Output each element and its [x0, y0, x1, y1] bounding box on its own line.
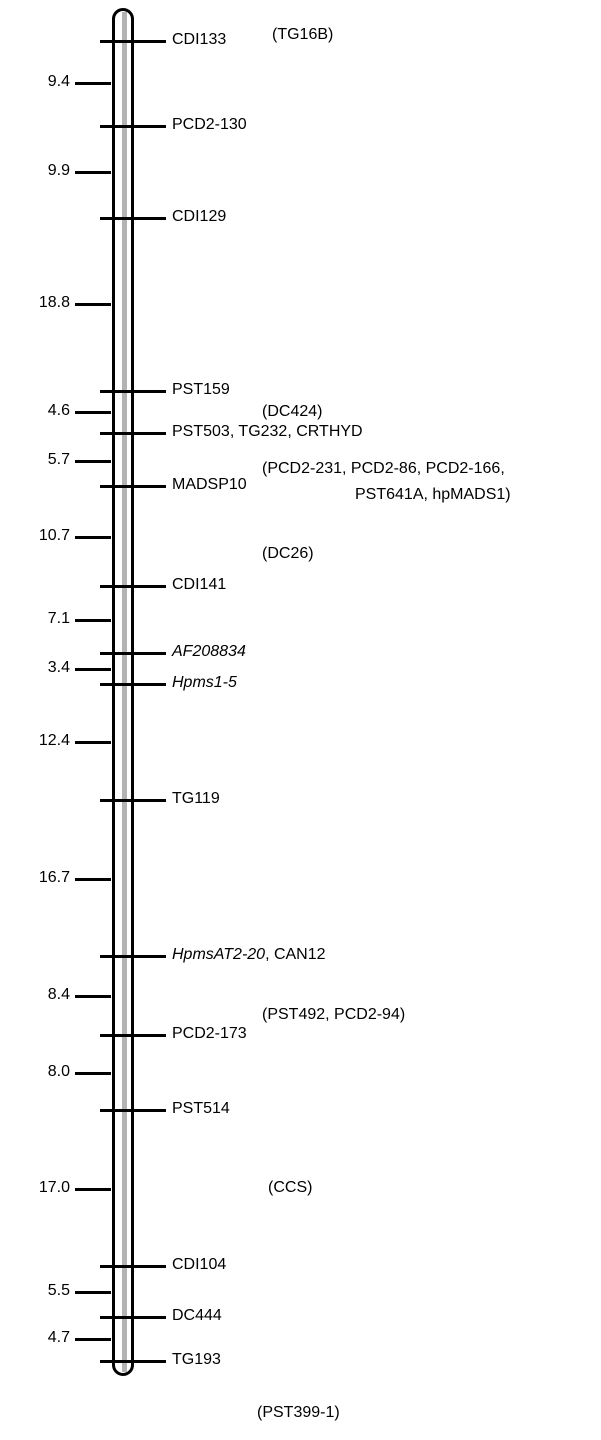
distance-tick — [75, 741, 111, 744]
unplaced-marker-label: (PCD2-231, PCD2-86, PCD2-166, — [262, 460, 505, 477]
distance-tick — [75, 171, 111, 174]
distance-tick — [75, 995, 111, 998]
locus-label: PCD2-130 — [172, 116, 247, 133]
distance-tick — [75, 1291, 111, 1294]
distance-tick — [75, 619, 111, 622]
locus-label: PCD2-173 — [172, 1025, 247, 1042]
locus-tick — [100, 217, 166, 220]
locus-tick — [100, 125, 166, 128]
distance-label: 3.4 — [47, 659, 70, 676]
distance-tick — [75, 82, 111, 85]
locus-label: TG193 — [172, 1351, 221, 1368]
locus-tick — [100, 1034, 166, 1037]
distance-label: 4.7 — [47, 1329, 70, 1346]
distance-label: 12.4 — [38, 732, 70, 749]
locus-label: CDI141 — [172, 576, 227, 593]
distance-label: 9.9 — [47, 162, 70, 179]
distance-tick — [75, 668, 111, 671]
distance-tick — [75, 303, 111, 306]
unplaced-marker-label: PST641A, hpMADS1) — [355, 486, 511, 503]
distance-label: 16.7 — [38, 869, 70, 886]
unplaced-marker-label: (DC424) — [262, 403, 323, 420]
locus-label: PST514 — [172, 1100, 230, 1117]
distance-label: 8.4 — [47, 986, 70, 1003]
locus-tick — [100, 1265, 166, 1268]
unplaced-marker-label: (PST399-1) — [257, 1404, 340, 1421]
distance-tick — [75, 1072, 111, 1075]
locus-label: AF208834 — [172, 643, 246, 660]
distance-label: 5.5 — [47, 1282, 70, 1299]
distance-label: 7.1 — [47, 610, 70, 627]
locus-tick — [100, 432, 166, 435]
distance-label: 4.6 — [47, 402, 70, 419]
locus-tick — [100, 390, 166, 393]
locus-tick — [100, 1109, 166, 1112]
locus-label: DC444 — [172, 1307, 222, 1324]
locus-label: PST159 — [172, 381, 230, 398]
locus-label: CDI104 — [172, 1256, 227, 1273]
distance-label: 10.7 — [38, 527, 70, 544]
locus-tick — [100, 1316, 166, 1319]
locus-tick — [100, 1360, 166, 1363]
locus-label: CDI133 — [172, 31, 227, 48]
locus-label: Hpms1-5 — [172, 674, 237, 691]
unplaced-marker-label: (CCS) — [268, 1179, 313, 1196]
distance-label: 9.4 — [47, 73, 70, 90]
locus-tick — [100, 585, 166, 588]
distance-tick — [75, 1338, 111, 1341]
unplaced-marker-label: (DC26) — [262, 545, 314, 562]
locus-label: TG119 — [172, 790, 220, 807]
locus-tick — [100, 40, 166, 43]
distance-tick — [75, 460, 111, 463]
unplaced-marker-label: (PST492, PCD2-94) — [262, 1006, 406, 1023]
locus-tick — [100, 652, 166, 655]
locus-tick — [100, 799, 166, 802]
distance-tick — [75, 878, 111, 881]
locus-tick — [100, 683, 166, 686]
distance-tick — [75, 411, 111, 414]
locus-tick — [100, 955, 166, 958]
distance-tick — [75, 1188, 111, 1191]
distance-label: 17.0 — [38, 1179, 70, 1196]
distance-label: 5.7 — [47, 451, 70, 468]
locus-label: PST503, TG232, CRTHYD — [172, 423, 363, 440]
locus-label-suffix: , CAN12 — [265, 946, 326, 963]
distance-label: 8.0 — [47, 1063, 70, 1080]
distance-tick — [75, 536, 111, 539]
locus-label: MADSP10 — [172, 476, 247, 493]
unplaced-marker-label: (TG16B) — [272, 26, 334, 43]
locus-label: CDI129 — [172, 208, 227, 225]
chromosome-shading — [122, 12, 127, 1372]
locus-tick — [100, 485, 166, 488]
locus-label: HpmsAT2-20, CAN12 — [172, 946, 326, 963]
distance-label: 18.8 — [38, 294, 70, 311]
